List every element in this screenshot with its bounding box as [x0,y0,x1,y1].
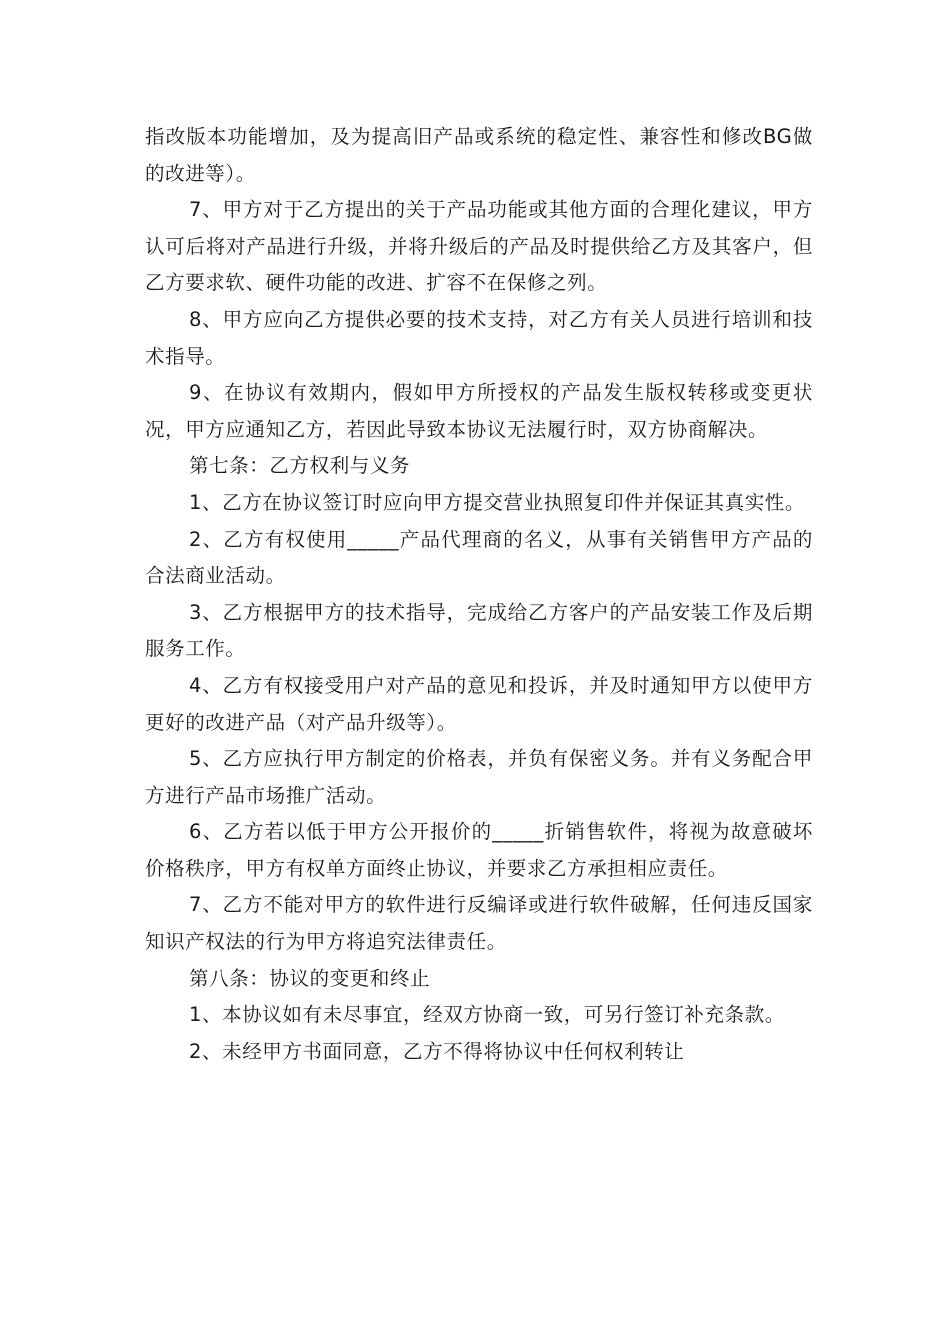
paragraph: 9、在协议有效期内，假如甲方所授权的产品发生版权转移或变更状况，甲方应通知乙方，若因此导致本协议无法履行时，双方协商解决。 [145,381,813,441]
document-body [145,119,813,1070]
paragraph: 3、乙方根据甲方的技术指导，完成给乙方客户的产品安装工作及后期服务工作。 [145,600,813,661]
paragraph: 指改版本功能增加，及为提高旧产品或系统的稳定性、兼容性和修改BG做的改进等）。 [145,125,813,185]
paragraph: 2、未经甲方书面同意，乙方不得将协议中任何权利转让 [189,1039,685,1063]
section-heading: 第八条：协议的变更和终止 [189,966,431,990]
paragraph: 2、乙方有权使用_____产品代理商的名义，从事有关销售甲方产品的合法商业活动。 [145,527,813,588]
paragraph: 7、乙方不能对甲方的软件进行反编译或进行软件破解，任何违反国家知识产权法的行为甲方将追究法律责任。 [145,893,813,954]
paragraph: 6、乙方若以低于甲方公开报价的_____折销售软件，将视为故意破坏价格秩序，甲方有权单方面终止协议，并要求乙方承担相应责任。 [145,820,813,880]
paragraph: 1、乙方在协议签订时应向甲方提交营业执照复印件并保证其真实性。 [189,490,806,514]
paragraph: 1、本协议如有未尽事宜，经双方协商一致，可另行签订补充条款。 [189,1003,785,1027]
paragraph: 7、甲方对于乙方提出的关于产品功能或其他方面的合理化建议，甲方认可后将对产品进行升级，并将升级后的产品及时提供给乙方及其客户，但乙方要求软、硬件功能的改进、扩容不在保修之列。 [145,198,813,295]
section-heading: 第七条：乙方权利与义务 [189,454,411,478]
paragraph: 5、乙方应执行甲方制定的价格表，并负有保密义务。并有义务配合甲方进行产品市场推广活动。 [145,747,813,807]
paragraph: 8、甲方应向乙方提供必要的技术支持，对乙方有关人员进行培训和技术指导。 [145,307,813,368]
paragraph: 4、乙方有权接受用户对产品的意见和投诉，并及时通知甲方以使甲方更好的改进产品（对产品升级等）。 [145,673,813,734]
